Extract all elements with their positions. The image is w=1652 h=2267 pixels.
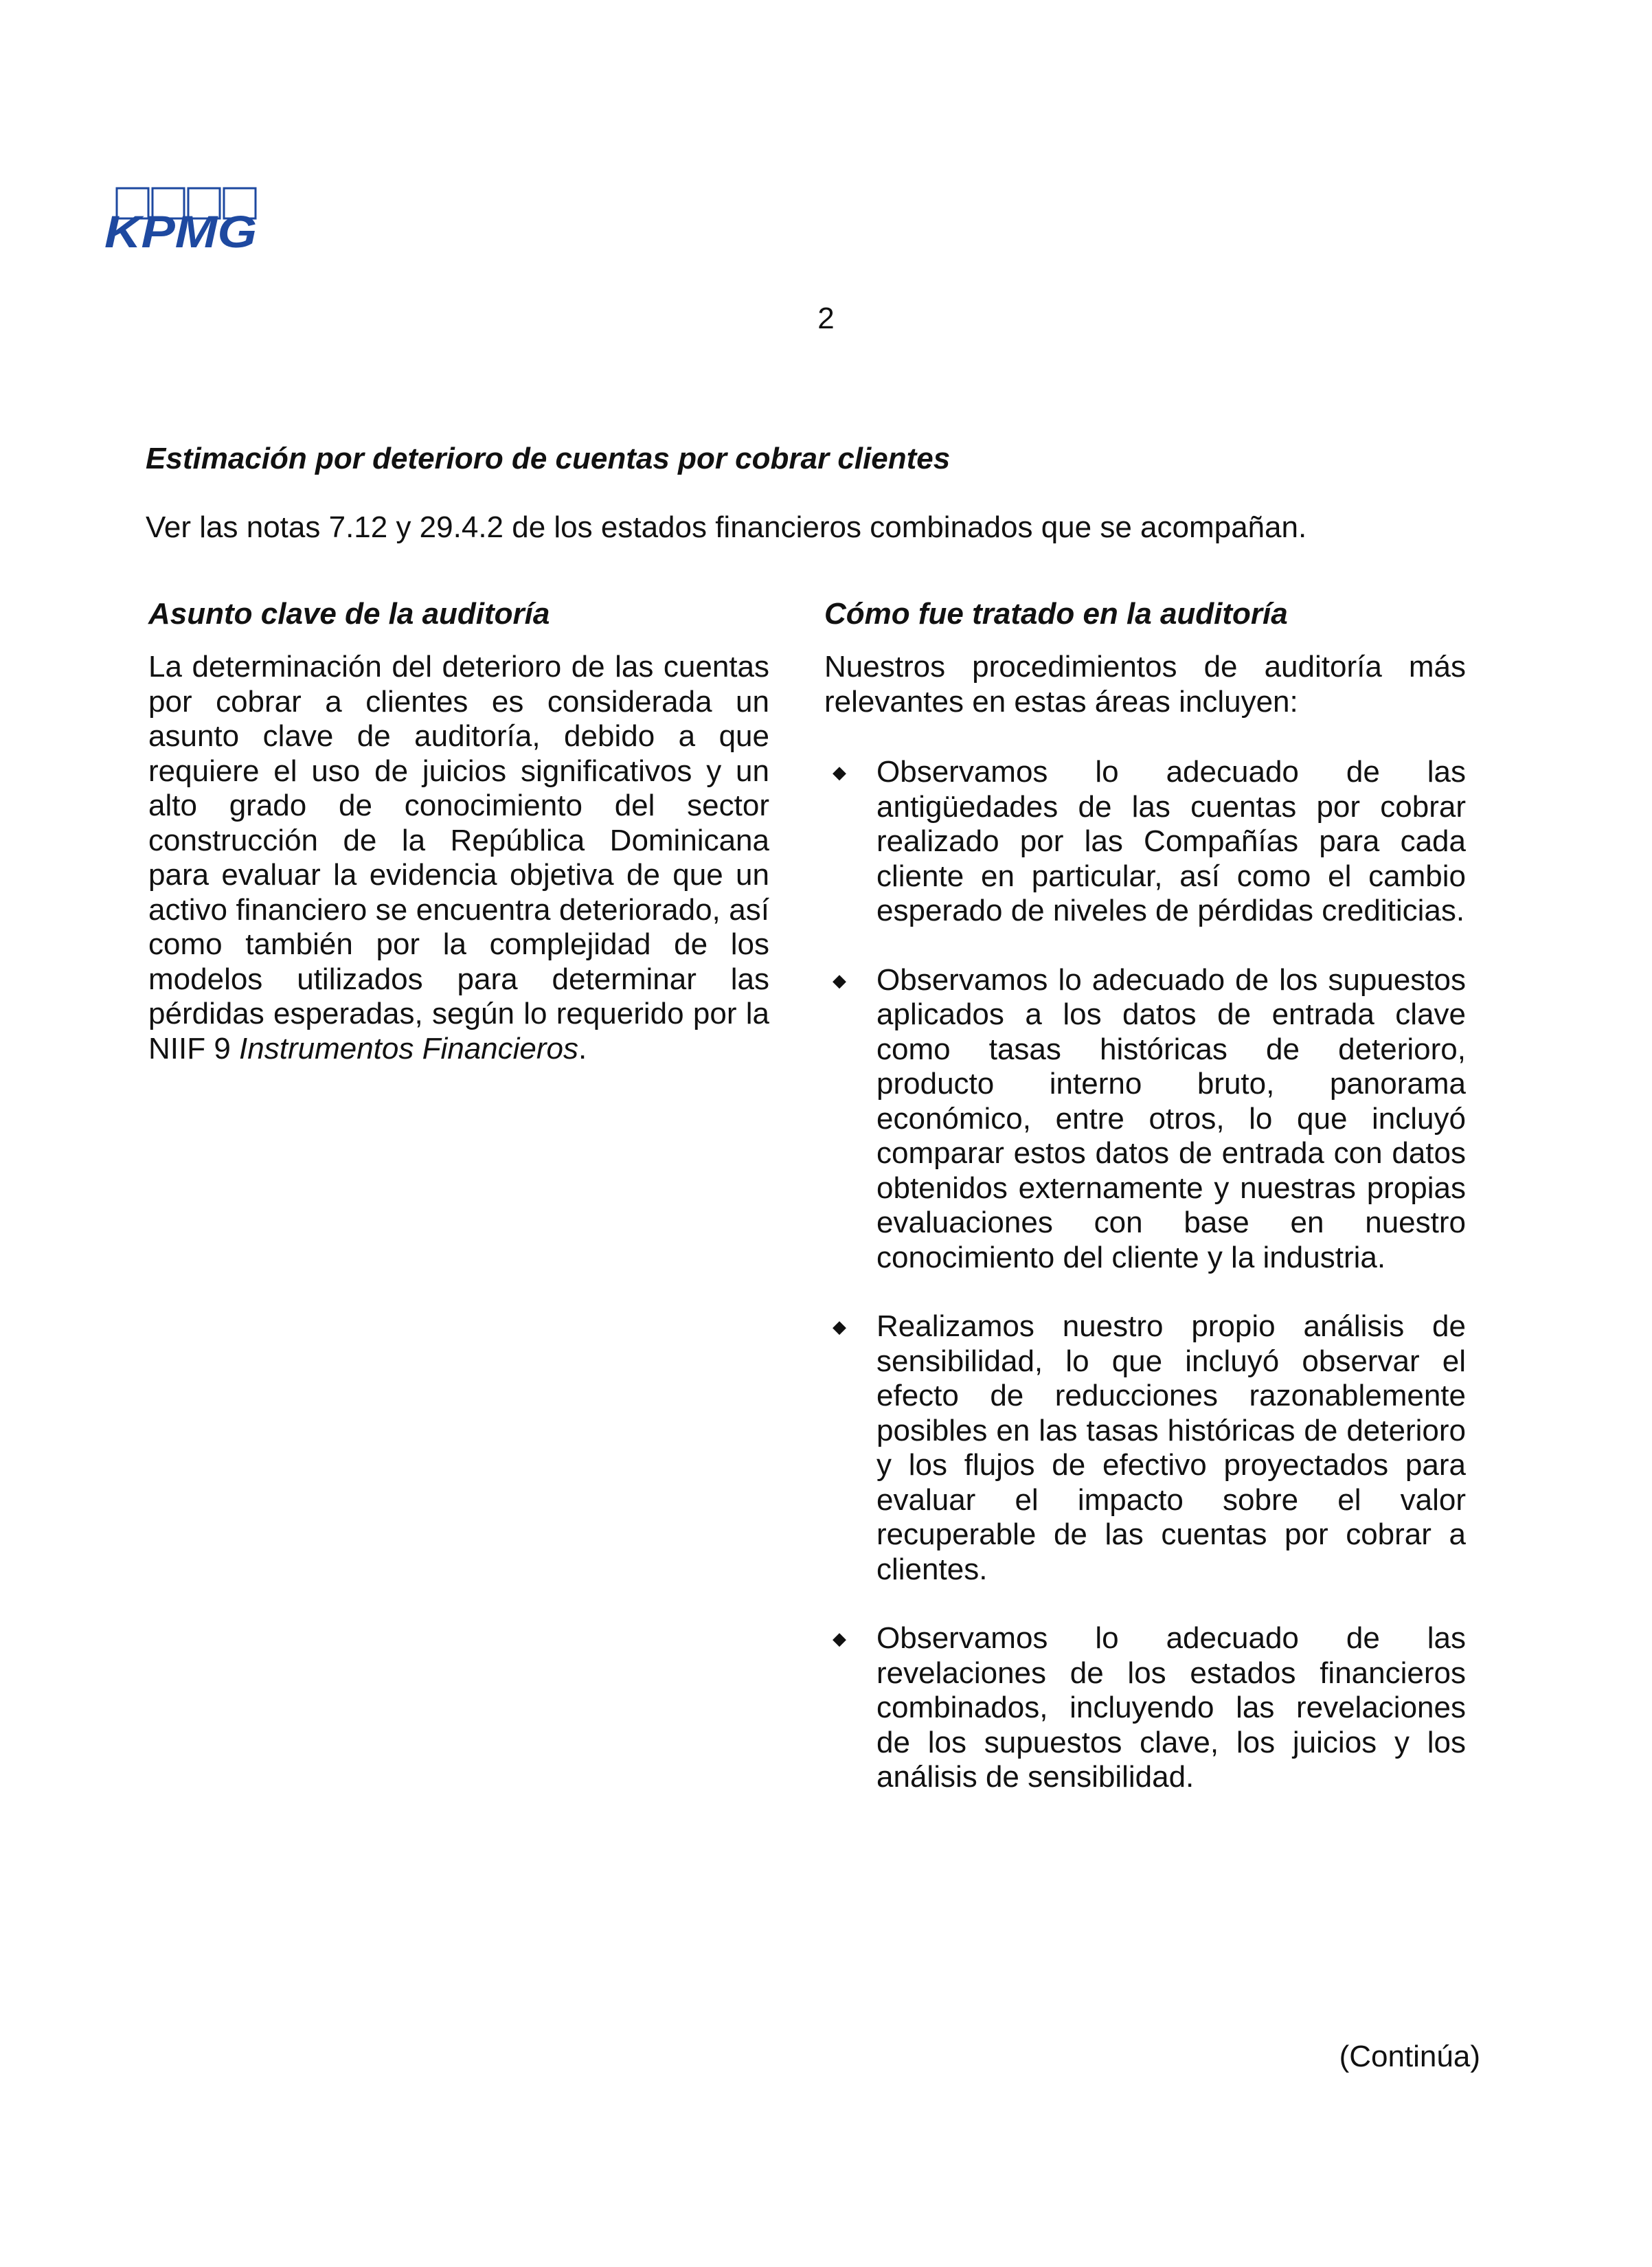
- list-item: [824, 1309, 1466, 1587]
- section-title: Estimación por deterioro de cuentas por cobrar clientes: [146, 442, 951, 475]
- procedures-list: [824, 755, 1466, 1829]
- kpmg-logo: [103, 187, 261, 253]
- section-subtitle: Ver las notas 7.12 y 29.4.2 de los estados financieros combinados que se acompañan.: [146, 510, 1307, 544]
- list-item: [824, 755, 1466, 929]
- list-item-text: Observamos lo adecuado de los supuestos aplicados a los datos de entrada clave como tasas históricas de deterioro, producto interno bruto, panorama económico, entre otros, lo que incluyó comparar estos datos de entrada con datos obtenidos externamente y nuestras propias evaluaciones con base en nuestro conocimiento del cliente y la industria.: [876, 962, 1466, 1274]
- diamond-bullet-icon: ◆: [833, 762, 846, 782]
- page-number: 2: [817, 302, 835, 335]
- left-column-heading: Asunto clave de la auditoría: [148, 597, 550, 631]
- diamond-bullet-icon: ◆: [833, 969, 846, 991]
- list-item: [824, 963, 1466, 1276]
- left-body-italic-text: Instrumentos Financieros: [239, 1031, 579, 1065]
- list-item-text: Observamos lo adecuado de las antigüedades de las cuentas por cobrar realizado por las Compañías para cada cliente en particular, así como el cambio esperado de niveles de pérdidas crediticias.: [876, 755, 1466, 927]
- logo-text: KPMG: [104, 206, 257, 253]
- diamond-bullet-icon: ◆: [833, 1316, 846, 1337]
- list-item-text: Realizamos nuestro propio análisis de sensibilidad, lo que incluyó observar el efecto de reducciones razonablemente posibles en las tasas históricas de deterioro y los flujos de efectivo proyectados para evaluar el impacto sobre el valor recuperable de las cuentas por cobrar a clientes.: [876, 1309, 1466, 1586]
- left-body-text: La determinación del deterioro de las cuentas por cobrar a clientes es considerada un asunto clave de auditoría, debido a que requiere el uso de juicios significativos y un alto grado de conocimiento del sector construcción de la República Dominicana para evaluar la evidencia objetiva de que un activo financiero se encuentra deteriorado, así como también por la complejidad de los modelos utilizados para determinar las pérdidas esperadas, según lo requerido por la NIIF 9: [148, 650, 769, 1065]
- right-column-intro: Nuestros procedimientos de auditoría más relevantes en estas áreas incluyen:: [824, 650, 1466, 719]
- list-item-text: Observamos lo adecuado de las revelaciones de los estados financieros combinados, incluyendo las revelaciones de los supuestos clave, los juicios y los análisis de sensibilidad.: [876, 1621, 1466, 1794]
- list-item: [824, 1621, 1466, 1795]
- left-column-body: [148, 650, 769, 1066]
- continued-label: (Continúa): [1339, 2040, 1480, 2073]
- right-column-heading: Cómo fue tratado en la auditoría: [824, 597, 1288, 631]
- left-body-end: .: [578, 1031, 587, 1065]
- diamond-bullet-icon: ◆: [833, 1628, 846, 1649]
- kpmg-logo-graphic: [103, 187, 261, 253]
